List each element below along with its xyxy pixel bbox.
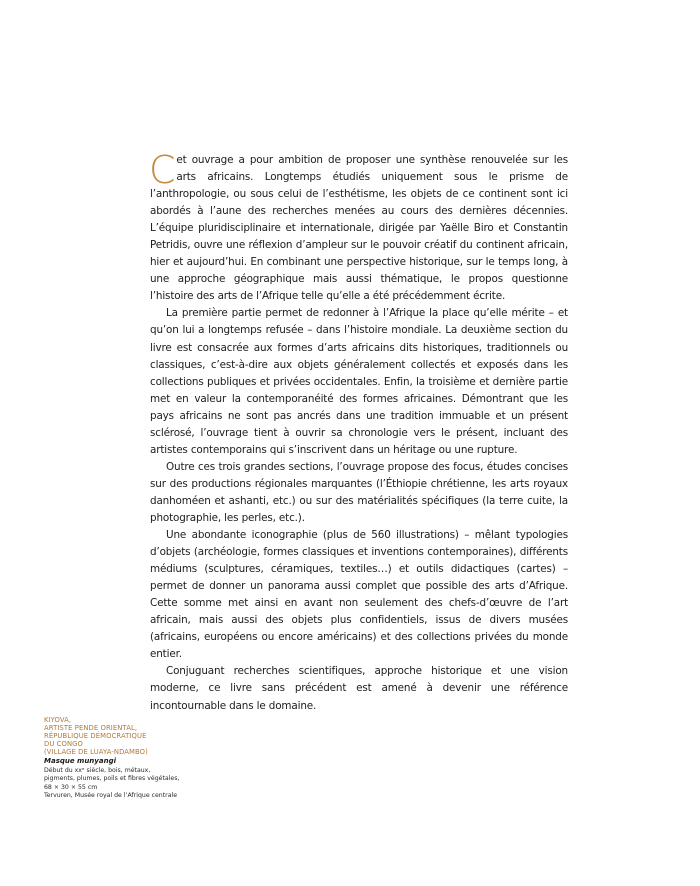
caption-artist-line-1: KIYOVA,: [44, 716, 72, 724]
caption-title: Masque munyangi: [44, 757, 116, 765]
paragraph-2: La première partie permet de redonner à l’Afrique la place qu’elle mérite – et qu’on lui a longtemps refusée – dans l’histoire mondiale. La deuxième section du livre est consacrée aux formes d’arts africains dits historiques, traditionnels ou classiques, c’est-à-dire aux objets généralement collectés et exposés dans les collections publiques et privées occidentales. Enfin, la troisième et dernière partie met en valeur la contemporanéité des formes africaines. Démontrant que les pays africains ne sont pas ancrés dans une tradition immuable et un présent sclérosé, l’ouvrage tient à ouvrir sa chronologie vers le présent, incluant des artistes contemporains qui s’inscrivent dans un héritage ou une rupture.: [150, 307, 568, 456]
paragraph-5: Conjuguant recherches scientifiques, approche historique et une vision moderne, ce livre sans précédent est amené à devenir une référence incontournable dans le domaine.: [150, 665, 568, 712]
caption-artist-line-3: RÉPUBLIQUE DÉMOCRATIQUE: [44, 732, 147, 740]
caption-artist-line-4: DU CONGO: [44, 740, 83, 748]
paragraph-1-text: et ouvrage a pour ambition de proposer une synthèse renouvelée sur les arts africains. Longtemps étudiés uniquement sous le prisme de l’anthropologie, ou sous celui de l’esthétisme, les objets de ce continent sont ici abordés à l’aune des recherches menées au cours des dernières décennies. L’équipe pluridisciplinaire et internationale, dirigée par Yaëlle Biro et Constantin Petridis, ouvre une réflexion d’ampleur sur le pouvoir créatif du continent africain, hier et aujourd’hui. En combinant une perspective historique, sur le temps long, à une approche géographique mais aussi thématique, le propos questionne l’histoire des arts de l’Afrique telle qu’elle a été précédemment écrite.: [150, 154, 568, 303]
drop-cap: C: [149, 148, 176, 192]
caption-detail-2: pigments, plumes, poils et fibres végétales,: [44, 775, 180, 783]
paragraph-4: Une abondante iconographie (plus de 560 illustrations) – mêlant typologies d’objets (archéologie, formes classiques et inventions contemporaines), différents médiums (sculptures, céramiques, textiles…) et outils didactiques (cartes) – permet de donner un panorama aussi complet que possible des arts d’Afrique. Cette somme met ainsi en avant non seulement des chefs-d’œuvre de l’art africain, mais aussi des objets plus confidentiels, issus de divers musées (africains, européens ou encore américains) et des collections privées du monde entier.: [150, 529, 568, 661]
caption-detail-3: 68 × 30 × 55 cm: [44, 783, 98, 791]
caption-detail-1: Début du xxᵉ siècle, bois, métaux,: [44, 766, 151, 774]
image-caption: [44, 716, 194, 801]
caption-artist-line-2: ARTISTE PENDE ORIENTAL,: [44, 724, 138, 732]
intro-text: [149, 148, 568, 715]
paragraph-3: Outre ces trois grandes sections, l’ouvrage propose des focus, études concises sur des productions régionales marquantes (l’Éthiopie chrétienne, les arts royaux danhoméen et ashanti, etc.) ou sur des matérialités spécifiques (la terre cuite, la photographie, les perles, etc.).: [150, 460, 568, 524]
caption-artist-line-5: (VILLAGE DE LUAYA-NDAMBO): [44, 748, 148, 756]
paragraph-1: [149, 148, 568, 305]
caption-detail-4: Tervuren, Musée royal de l’Afrique centrale: [44, 792, 178, 800]
